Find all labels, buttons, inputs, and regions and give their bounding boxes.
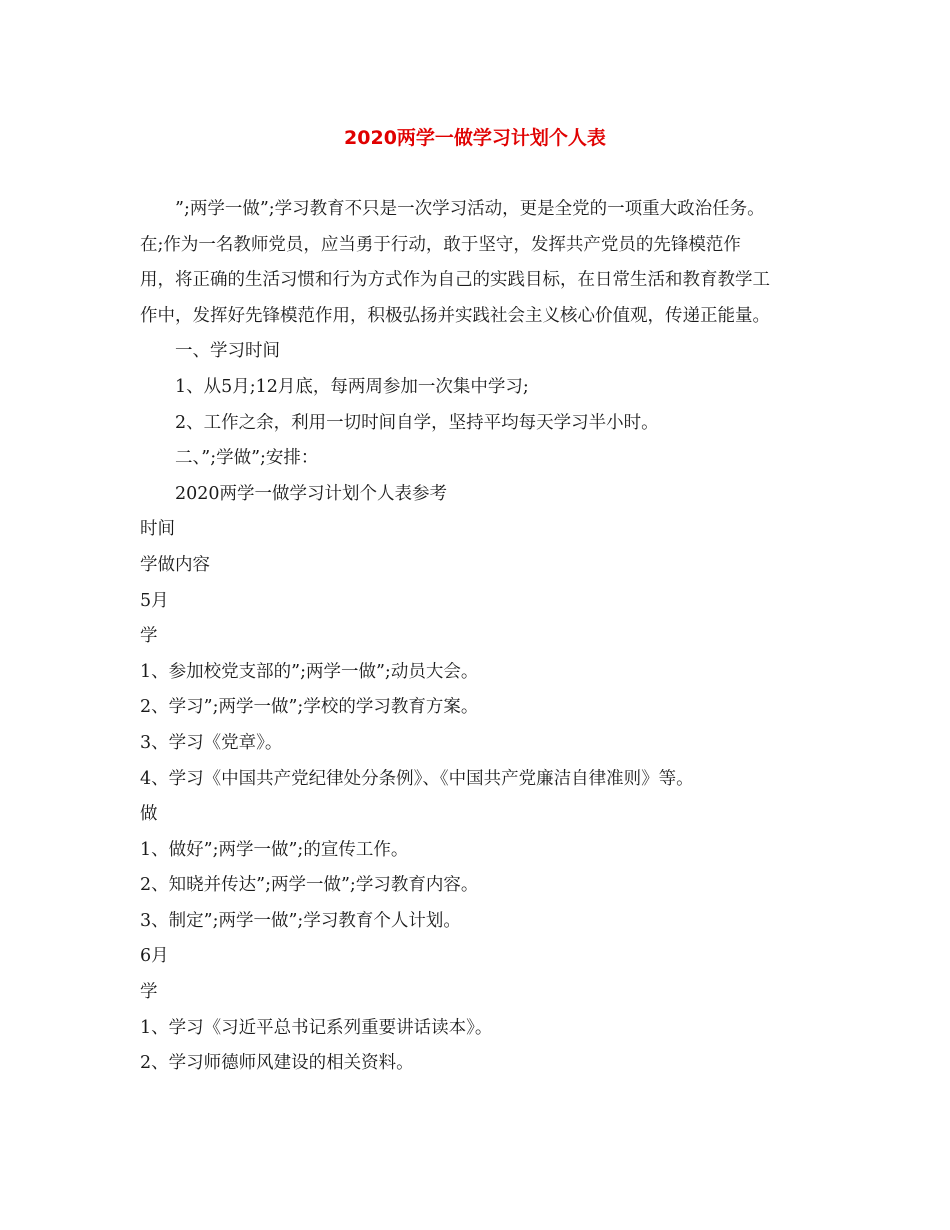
paragraph: 1、做好”;两学一做”;的宣传工作。 <box>140 839 409 860</box>
paragraph: 1、从5月;12月底，每两周参加一次集中学习; <box>175 376 529 397</box>
document-body <box>140 192 820 1082</box>
paragraph: 6月 <box>140 946 169 967</box>
paragraph: 学做内容 <box>140 554 210 575</box>
paragraph: 4、学习《中国共产党纪律处分条例》、《中国共产党廉洁自律准则》等。 <box>140 768 694 789</box>
document-title: 2020两学一做学习计划个人表 <box>344 127 606 149</box>
paragraph: 2、学习师德师风建设的相关资料。 <box>140 1053 414 1074</box>
paragraph: 一、学习时间 <box>175 341 280 362</box>
paragraph: 5月 <box>140 590 169 611</box>
paragraph: 2020两学一做学习计划个人表参考 <box>175 483 448 504</box>
paragraph: 学 <box>140 982 158 1003</box>
paragraph: 3、学习《党章》。 <box>140 732 283 753</box>
paragraph: 用，将正确的生活习惯和行为方式作为自己的实践目标，在日常生活和教育教学工 <box>140 270 770 291</box>
paragraph: 1、参加校党支部的”;两学一做”;动员大会。 <box>140 661 479 682</box>
paragraph: 2、工作之余，利用一切时间自学，坚持平均每天学习半小时。 <box>175 412 659 433</box>
paragraph: 1、学习《习近平总书记系列重要讲话读本》。 <box>140 1017 493 1038</box>
paragraph: ”;两学一做”;学习教育不只是一次学习活动，更是全党的一项重大政治任务。 <box>175 199 765 219</box>
paragraph: 学 <box>140 626 158 647</box>
paragraph: 3、制定”;两学一做”;学习教育个人计划。 <box>140 910 461 931</box>
paragraph: 在;作为一名教师党员，应当勇于行动，敢于坚守，发挥共产党员的先锋模范作 <box>140 234 741 255</box>
paragraph: 2、知晓并传达”;两学一做”;学习教育内容。 <box>140 875 479 896</box>
paragraph: 2、学习”;两学一做”;学校的学习教育方案。 <box>140 697 479 718</box>
paragraph: 做 <box>140 804 158 825</box>
paragraph: 时间 <box>140 519 175 540</box>
paragraph: 二、”;学做”;安排： <box>175 448 319 469</box>
paragraph: 作中，发挥好先锋模范作用，积极弘扬并实践社会主义核心价值观，传递正能量。 <box>140 305 770 326</box>
